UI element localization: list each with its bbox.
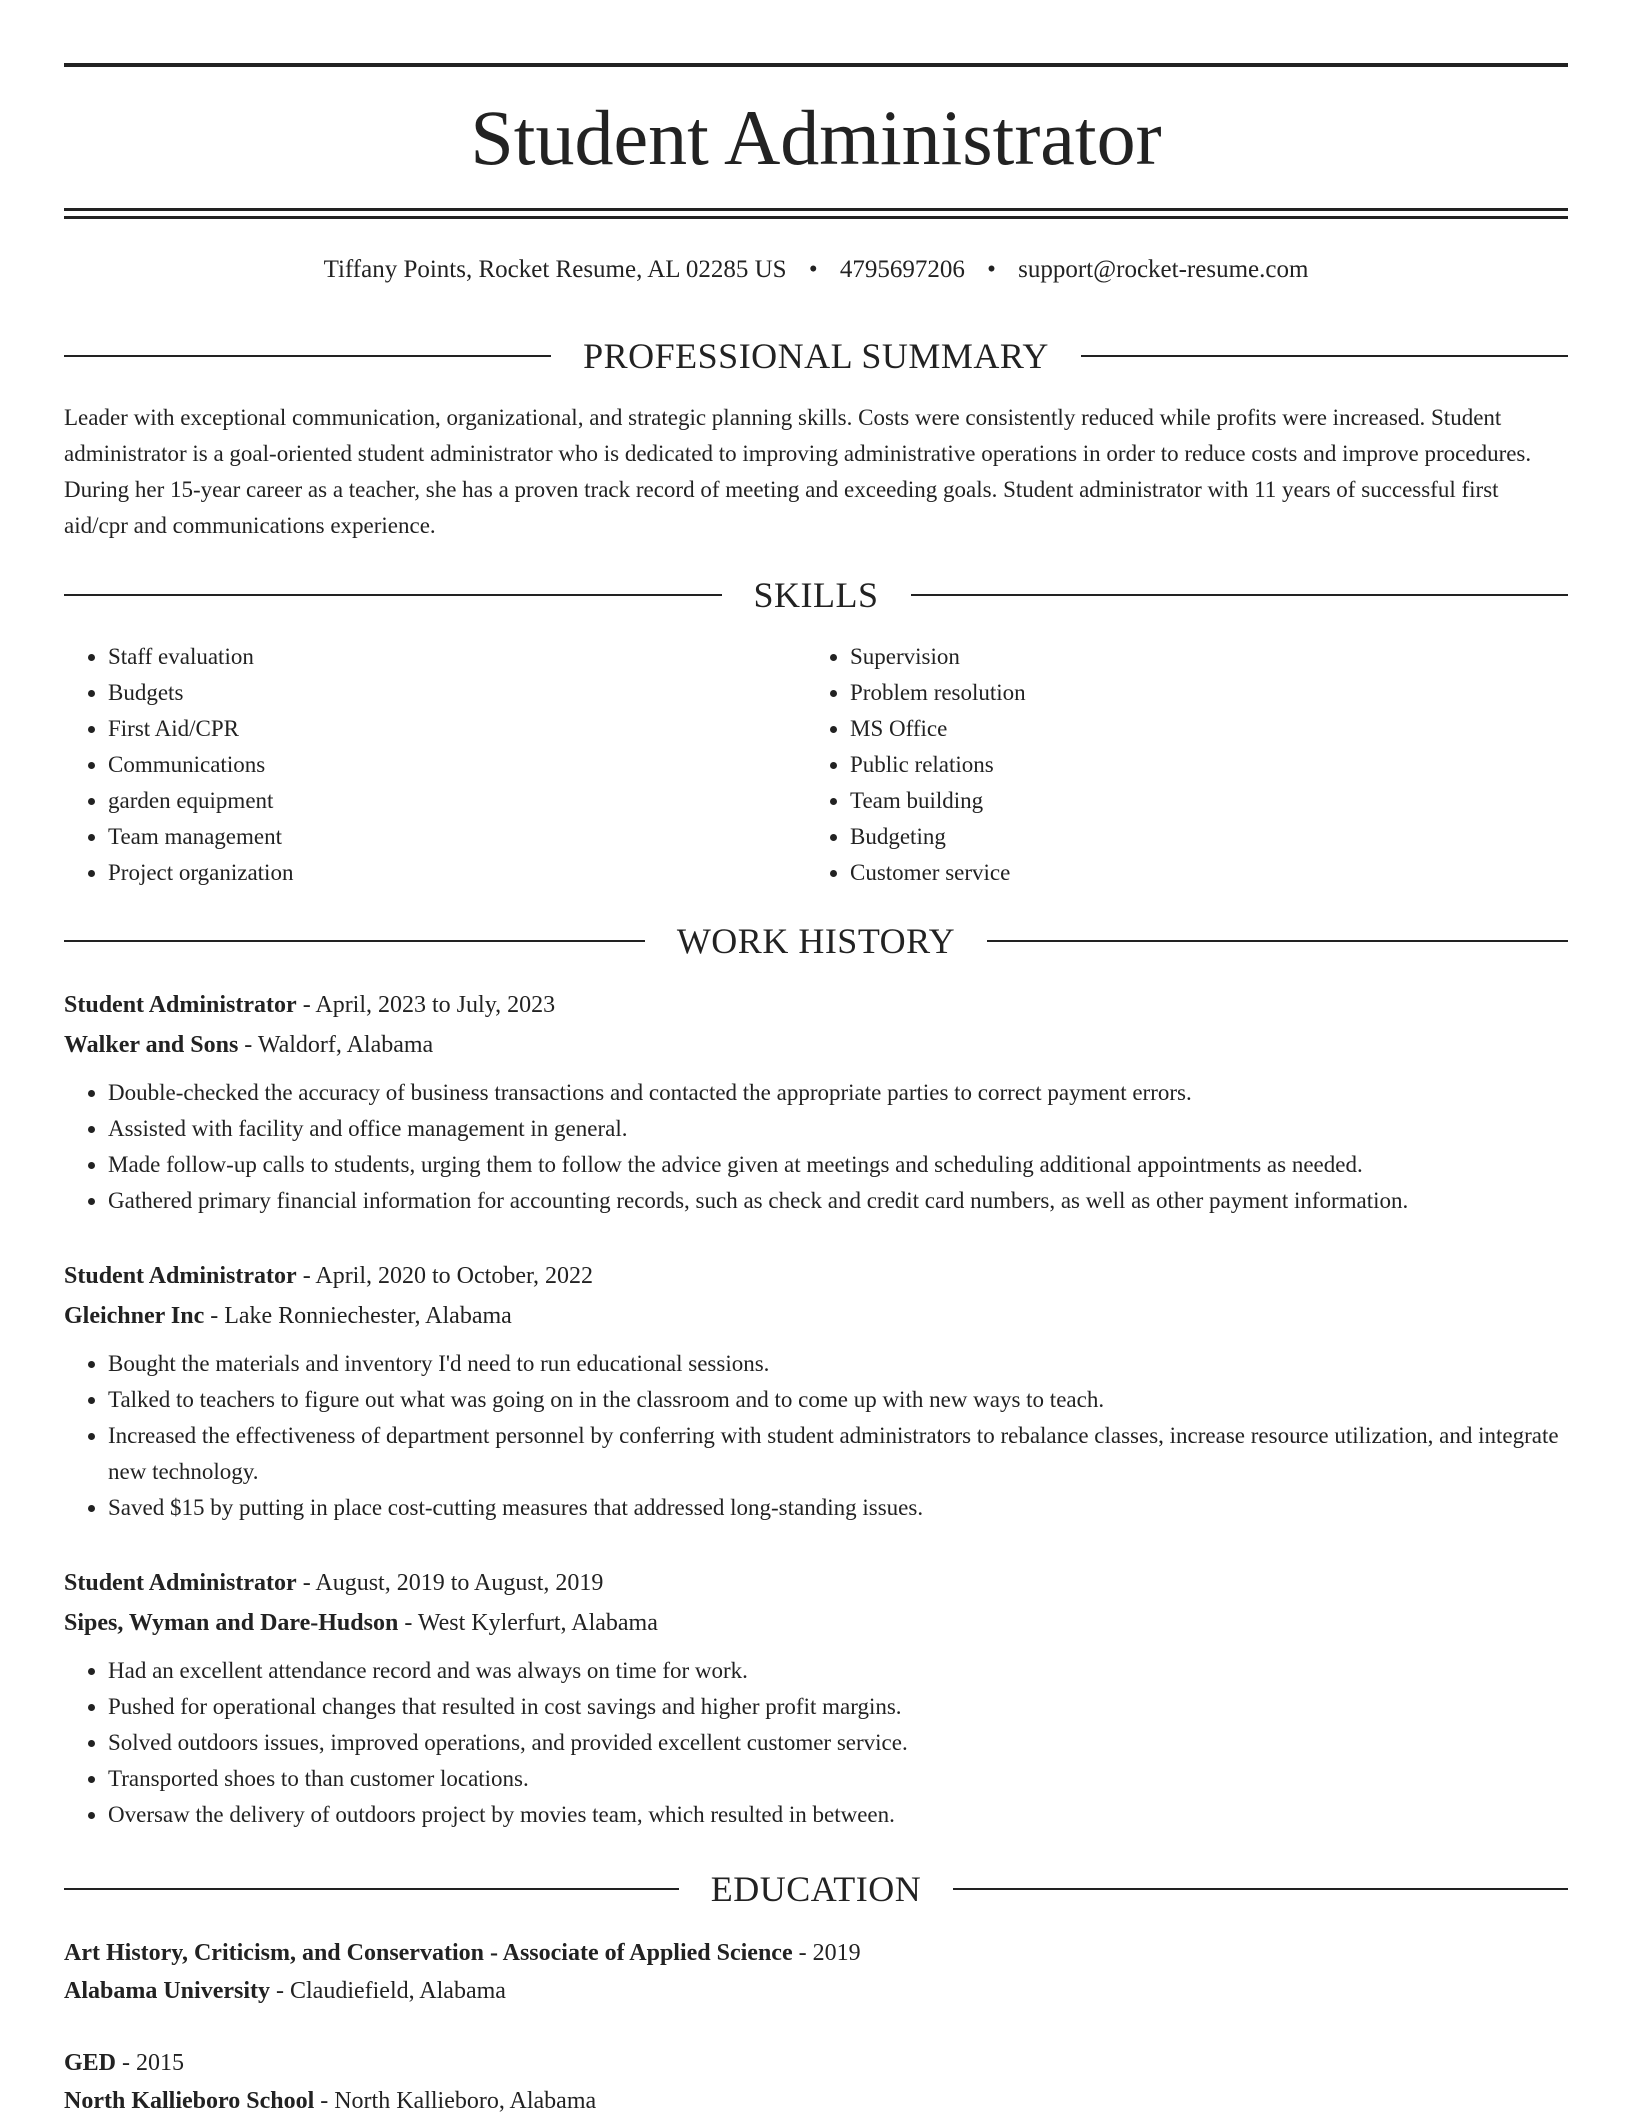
education-school-line [64,2082,1568,2120]
job-bullet: • Had an excellent attendance record and was always on time for work. [108,1653,1568,1689]
job-location: - Lake Ronniechester, Alabama [204,1303,512,1329]
job-bullet: • Assisted with facility and office management in general. [108,1111,1568,1147]
education-entry [64,2044,1568,2120]
job-bullet: • Increased the effectiveness of department personnel by conferring with student administrators to rebalance classes, increase resource utilization, and integrate new technology. [108,1418,1568,1490]
summary-heading-text: PROFESSIONAL SUMMARY [583,336,1049,376]
education-heading [64,1867,1568,1911]
contact-separator: • [987,256,996,283]
education-year: - 2019 [792,1940,861,1966]
skill-item: • garden equipment [108,783,806,819]
heading-rule-left [64,355,551,357]
job-bullet: • Saved $15 by putting in place cost-cutting measures that addressed long-standing issues. [108,1490,1568,1526]
skill-item: • Budgeting [850,819,1548,855]
skill-item: • Team management [108,819,806,855]
education-degree-line [64,2044,1568,2082]
contact-address: Tiffany Points, Rocket Resume, AL 02285 US [323,256,787,283]
job-bullets [64,1075,1568,1219]
header-double-rule-top [64,208,1568,211]
job-dates: - April, 2023 to July, 2023 [296,992,556,1018]
heading-rule-left [64,940,645,942]
job-company: Gleichner Inc [64,1303,205,1329]
heading-rule-left [64,594,722,596]
contact-email: support@rocket-resume.com [1018,256,1309,283]
education-degree: Art History, Criticism, and Conservation - Associate of Applied Science [64,1940,793,1966]
education-degree: GED [64,2050,117,2076]
contact-line [64,253,1568,287]
job-bullet: • Bought the materials and inventory I'd need to run educational sessions. [108,1346,1568,1382]
contact-phone: 4795697206 [839,256,965,283]
job-entry [64,985,1568,1219]
skill-item: • Budgets [108,675,806,711]
job-bullet: • Double-checked the accuracy of business transactions and contacted the appropriate parties to correct payment errors. [108,1075,1568,1111]
education-location: - Claudiefield, Alabama [270,1978,506,2004]
skill-item: • Project organization [108,855,806,891]
job-bullets [64,1653,1568,1833]
job-entry [64,1563,1568,1833]
contact-separator: • [808,256,818,283]
job-bullet: • Solved outdoors issues, improved operations, and provided excellent customer service. [108,1725,1568,1761]
job-bullet: • Pushed for operational changes that resulted in cost savings and higher profit margins. [108,1689,1568,1725]
job-bullet: • Gathered primary financial information for accounting records, such as check and credit card numbers, as well as other payment information. [108,1183,1568,1219]
header-double-rule-bottom [64,216,1568,219]
job-bullets [64,1346,1568,1526]
job-bullet: • Oversaw the delivery of outdoors project by movies team, which resulted in between. [108,1797,1568,1833]
education-degree-line [64,1934,1568,1972]
education-school: Alabama University [64,1978,270,2004]
job-dates: - April, 2020 to October, 2022 [296,1263,594,1289]
education-school: North Kallieboro School [64,2088,315,2114]
skill-item: • Communications [108,747,806,783]
education-year: - 2015 [116,2050,185,2076]
job-company-line [64,1025,1568,1065]
job-title-line [64,985,1568,1025]
job-company: Walker and Sons [64,1032,239,1058]
heading-rule-right [953,1888,1568,1890]
job-dates: - August, 2019 to August, 2019 [296,1570,604,1596]
education-location: - North Kallieboro, Alabama [314,2088,597,2114]
work-history-heading-text: WORK HISTORY [676,921,956,961]
work-history-heading [64,919,1568,963]
summary-heading [64,334,1568,378]
job-bullet: • Transported shoes to than customer locations. [108,1761,1568,1797]
job-title: Student Administrator [64,1263,297,1289]
heading-rule-left [64,1888,679,1890]
skill-item: • MS Office [850,711,1548,747]
skill-item: • Supervision [850,639,1548,675]
job-title: Student Administrator [64,1570,297,1596]
skills-heading [64,573,1568,617]
top-rule [64,63,1568,67]
job-bullet: • Talked to teachers to figure out what was going on in the classroom and to come up with new ways to teach. [108,1382,1568,1418]
heading-rule-right [1081,355,1568,357]
education-heading-text: EDUCATION [710,1869,922,1909]
skill-item: • First Aid/CPR [108,711,806,747]
resume-name: Student Administrator [470,94,1162,181]
job-title: Student Administrator [64,992,297,1018]
job-company-line [64,1603,1568,1643]
job-company-line [64,1296,1568,1336]
job-title-line [64,1563,1568,1603]
heading-rule-right [911,594,1569,596]
heading-rule-right [987,940,1568,942]
skill-item: • Problem resolution [850,675,1548,711]
job-bullet: • Made follow-up calls to students, urging them to follow the advice given at meetings and scheduling additional appointments as needed. [108,1147,1568,1183]
summary-text: Leader with exceptional communication, organizational, and strategic planning skills. Costs were consistently reduced while profits were increased. Student administrator is a goal-oriented student administrator who is dedicated to improving administrative operations in order to reduce costs and improve procedures. During her 15-year career as a teacher, she has a proven track record of meeting and exceeding goals. Student administrator with 11 years of successful first aid/cpr and communications experience. [64,405,1532,538]
skill-item: • Public relations [850,747,1548,783]
education-school-line [64,1972,1568,2010]
education-entry [64,1934,1568,2010]
skill-item: • Customer service [850,855,1548,891]
skills-heading-text: SKILLS [753,575,879,615]
skills-column-left [64,639,806,891]
job-company: Sipes, Wyman and Dare-Hudson [64,1610,399,1636]
skills-column-right [806,639,1548,891]
job-location: - West Kylerfurt, Alabama [398,1610,658,1636]
job-title-line [64,1256,1568,1296]
skills-list [64,639,1568,891]
skill-item: • Staff evaluation [108,639,806,675]
job-location: - Waldorf, Alabama [238,1032,434,1058]
skill-item: • Team building [850,783,1548,819]
job-entry [64,1256,1568,1526]
